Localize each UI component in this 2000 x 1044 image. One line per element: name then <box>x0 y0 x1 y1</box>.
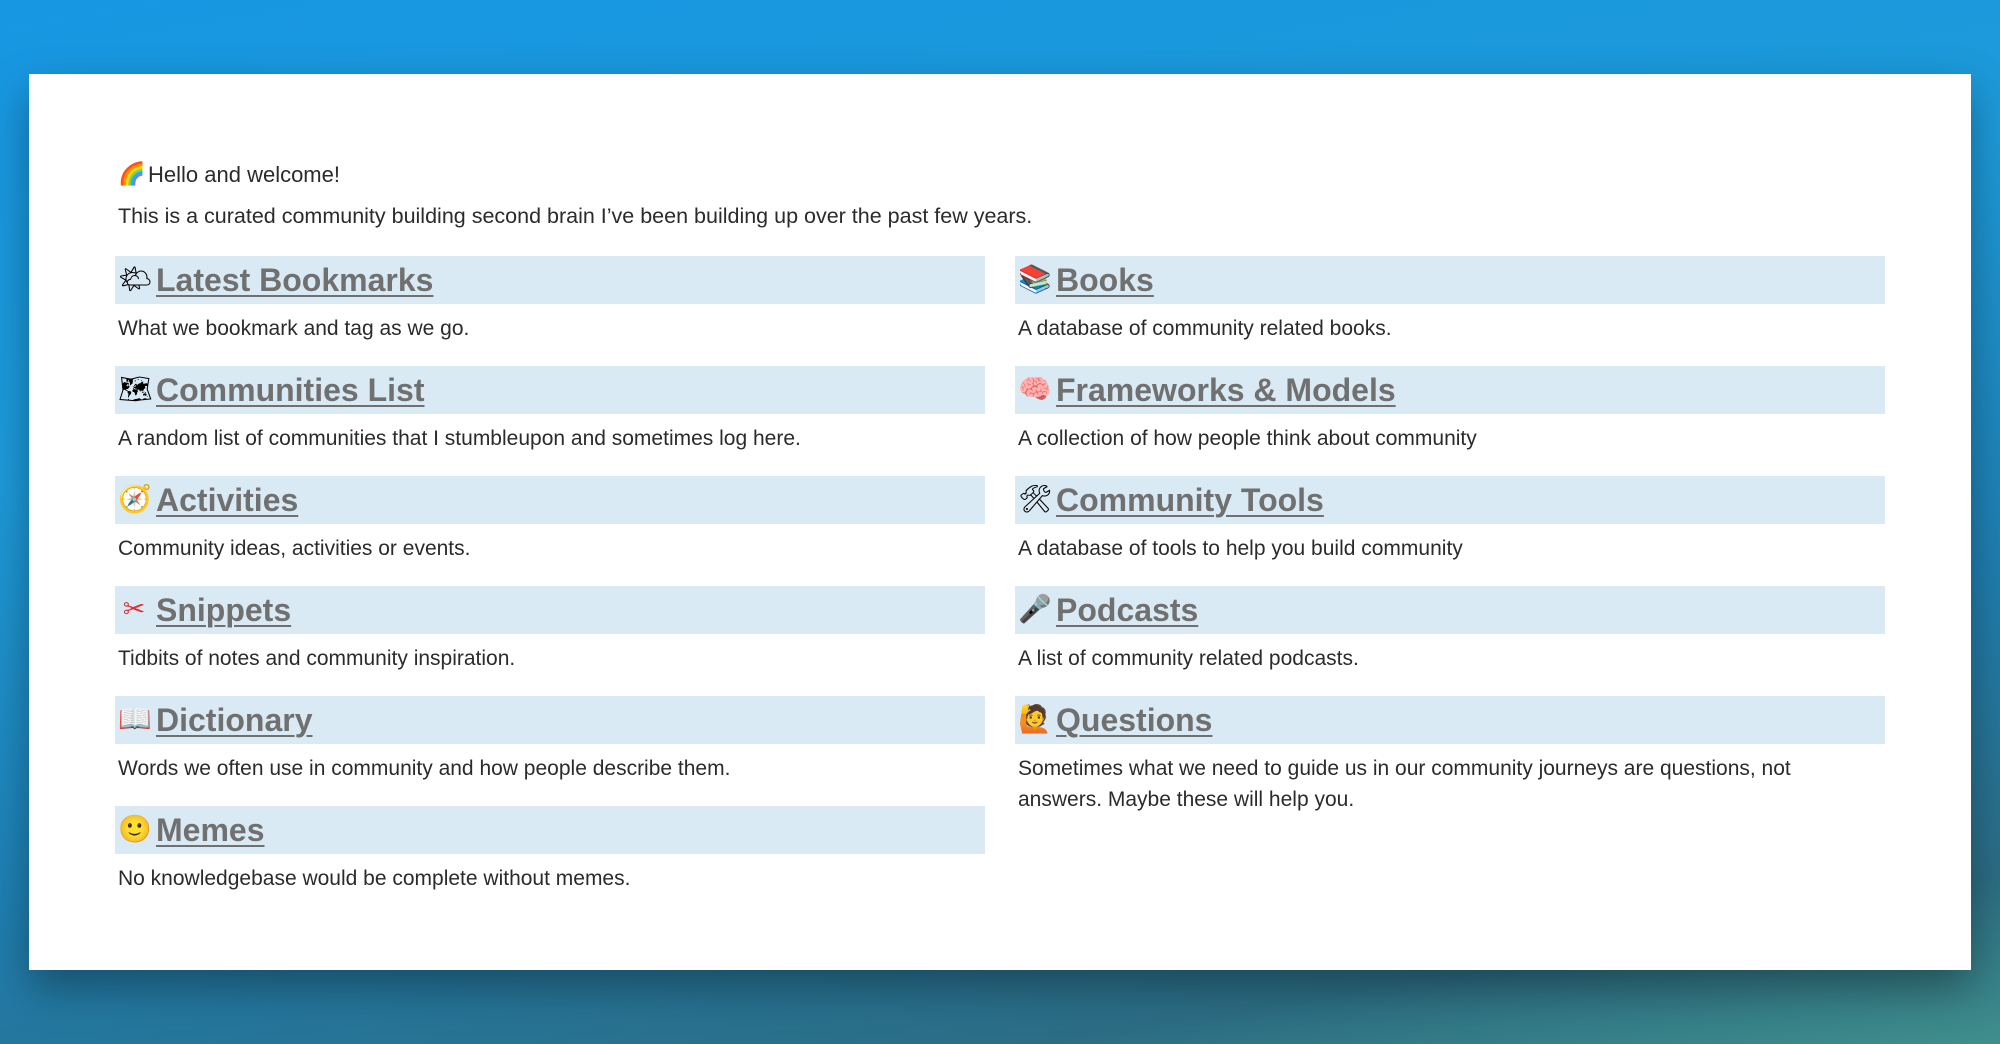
section-header <box>115 476 985 524</box>
section-snippets <box>115 586 985 674</box>
rainbow-icon: 🌈 <box>118 162 146 187</box>
section-header <box>115 256 985 304</box>
section-activities <box>115 476 985 564</box>
section-communities-list <box>115 366 985 454</box>
section-header <box>1015 256 1885 304</box>
section-frameworks-models <box>1015 366 1885 454</box>
welcome-line <box>118 162 340 188</box>
welcome-text: Hello and welcome! <box>148 162 340 187</box>
section-header <box>115 806 985 854</box>
section-description: A database of community related books. <box>1018 317 1392 340</box>
section-description: No knowledgebase would be complete without memes. <box>118 867 631 890</box>
section-description: Sometimes what we need to guide us in our community journeys are questions, not answers. Maybe these will help you. <box>1018 757 1791 811</box>
section-header <box>1015 366 1885 414</box>
section-description: A random list of communities that I stumbleupon and sometimes log here. <box>118 427 801 450</box>
section-header <box>115 366 985 414</box>
section-header <box>1015 696 1885 744</box>
section-memes <box>115 806 985 894</box>
questions-link[interactable]: Questions <box>1056 701 1213 738</box>
snippets-link[interactable]: Snippets <box>156 591 292 628</box>
section-books <box>1015 256 1885 344</box>
activities-link[interactable]: Activities <box>156 481 299 518</box>
scissors-icon: ✂ <box>122 594 146 625</box>
section-description: Tidbits of notes and community inspiration. <box>118 647 516 670</box>
section-description: A database of tools to help you build community <box>1018 537 1463 560</box>
podcasts-link[interactable]: Podcasts <box>1056 591 1199 628</box>
dictionary-link[interactable]: Dictionary <box>156 701 313 738</box>
communities-list-link[interactable]: Communities List <box>156 371 425 408</box>
microphone-icon: 🎤 <box>1018 594 1052 625</box>
section-header <box>115 586 985 634</box>
world-map-icon: 🗺 <box>118 374 153 405</box>
open-book-icon: 📖 <box>118 704 152 735</box>
books-icon: 📚 <box>1018 264 1052 295</box>
memes-link[interactable]: Memes <box>156 811 265 848</box>
section-description: A collection of how people think about community <box>1018 427 1477 450</box>
section-description: Community ideas, activities or events. <box>118 537 471 560</box>
brain-icon: 🧠 <box>1018 374 1052 405</box>
frameworks-models-link[interactable]: Frameworks & Models <box>1056 371 1396 408</box>
smiling-face-icon: 🙂 <box>118 814 152 845</box>
intro-text: This is a curated community building second brain I’ve been building up over the past few years. <box>118 204 1033 228</box>
section-latest-bookmarks <box>115 256 985 344</box>
section-dictionary <box>115 696 985 784</box>
section-description: Words we often use in community and how people describe them. <box>118 757 731 780</box>
person-raising-hand-icon: 🙋 <box>1018 704 1052 735</box>
page-card <box>29 74 1971 970</box>
section-header <box>1015 586 1885 634</box>
section-description: What we bookmark and tag as we go. <box>118 317 470 340</box>
section-podcasts <box>1015 586 1885 674</box>
community-tools-link[interactable]: Community Tools <box>1056 481 1324 518</box>
sun-behind-cloud-icon: 🌤 <box>118 264 153 295</box>
section-community-tools <box>1015 476 1885 564</box>
section-description: A list of community related podcasts. <box>1018 647 1359 670</box>
section-header <box>1015 476 1885 524</box>
section-header <box>115 696 985 744</box>
hammer-and-wrench-icon: 🛠 <box>1018 484 1053 515</box>
compass-icon: 🧭 <box>118 484 152 515</box>
latest-bookmarks-link[interactable]: Latest Bookmarks <box>156 261 434 298</box>
books-link[interactable]: Books <box>1056 261 1154 298</box>
section-questions <box>1015 696 1885 815</box>
